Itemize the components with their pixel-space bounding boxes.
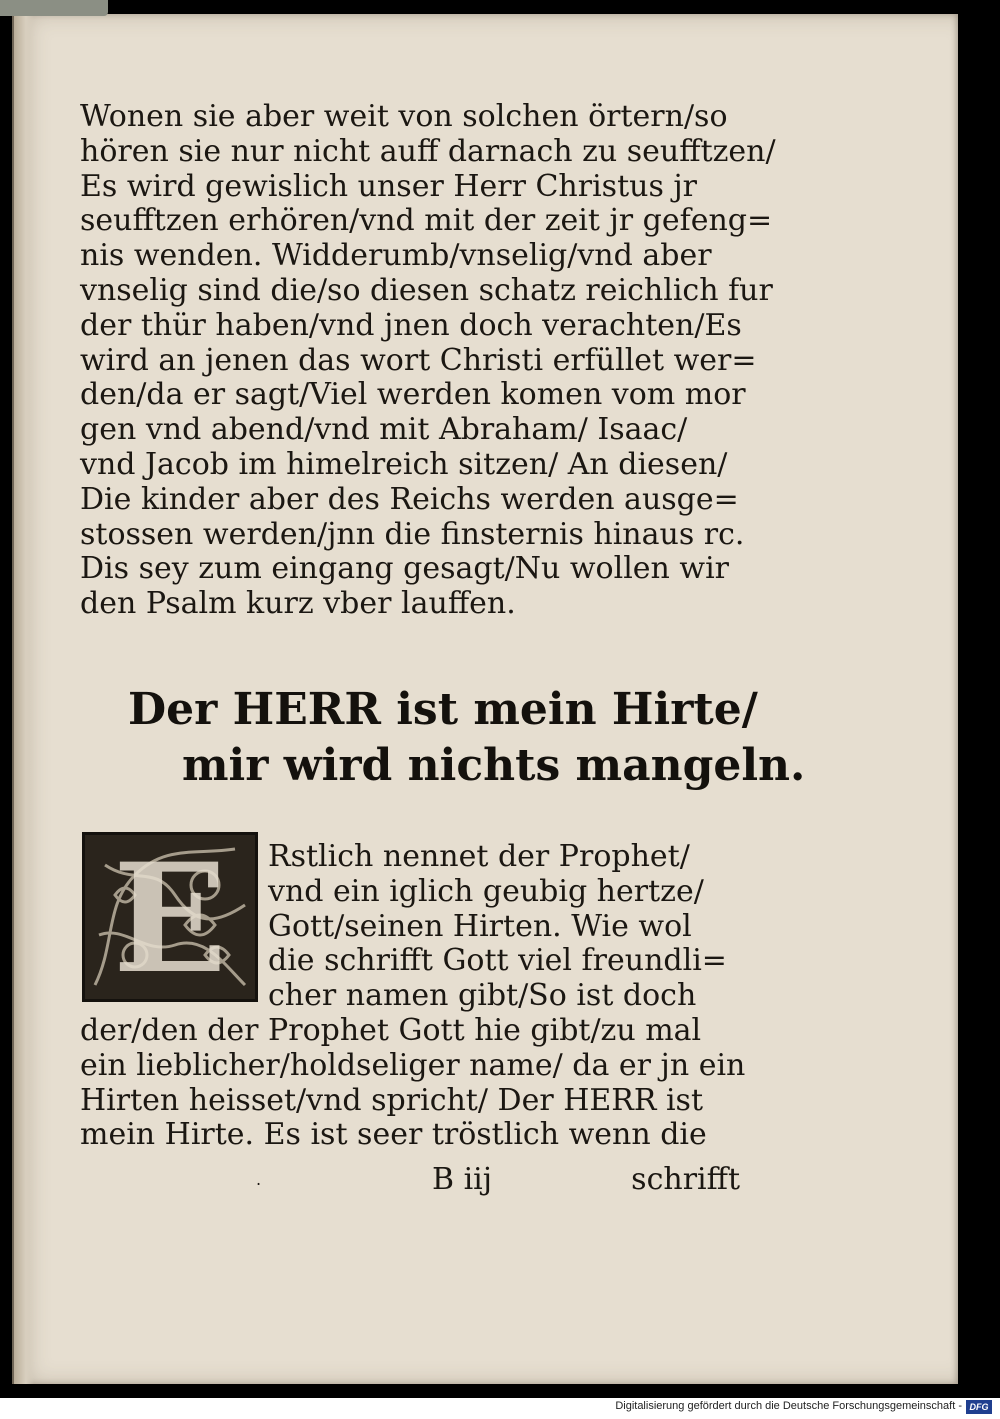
text-line: hören sie nur nicht auff darnach zu seufftzen/ (80, 133, 776, 169)
footer-bar (0, 1398, 1000, 1419)
catchword: schrifft (631, 1162, 740, 1197)
decorated-initial (82, 832, 258, 1002)
text-line: wird an jenen das wort Christi erfüllet wer= (80, 342, 757, 378)
text-line: nis wenden. Widderumb/vnselig/vnd aber (80, 238, 712, 274)
binding-tab (0, 0, 108, 16)
heading-line: mir wird nichts mangeln. (182, 740, 806, 791)
text-line: vnd ein iglich geubig hertze/ (268, 873, 704, 909)
body-paragraph (80, 99, 776, 622)
text-line: vnselig sind die/so diesen schatz reichlich fur (80, 272, 773, 308)
heading-line: Der HERR ist mein Hirte/ (128, 684, 758, 735)
signature-mark: B iij (432, 1162, 493, 1197)
text-line: cher namen gibt/So ist doch (268, 978, 697, 1014)
text-line: der/den der Prophet Gott hie gibt/zu mal (80, 1012, 702, 1048)
book-page (12, 14, 958, 1384)
text-line: die schrifft Gott viel freundli= (268, 943, 727, 979)
dot-mark: . (256, 1170, 262, 1189)
text-line: ein lieblicher/holdseliger name/ da er jn ein (80, 1047, 746, 1083)
text-line: Es wird gewislich unser Herr Christus jr (80, 168, 698, 204)
text-line: Die kinder aber des Reichs werden ausge= (80, 481, 739, 517)
initial-letter: E (112, 832, 228, 1002)
text-line: seufftzen erhören/vnd mit der zeit jr gefeng= (80, 203, 773, 239)
footer-credit: Digitalisierung gefördert durch die Deutsche Forschungsgemeinschaft - (615, 1400, 962, 1412)
text-line: der thür haben/vnd jnen doch verachten/Es (80, 307, 742, 343)
dfg-logo: DFG (966, 1400, 992, 1414)
text-line: Rstlich nennet der Prophet/ (268, 839, 690, 874)
text-line: Gott/seinen Hirten. Wie wol (268, 908, 692, 944)
text-line: vnd Jacob im himelreich sitzen/ An diesen/ (80, 446, 728, 482)
text-line: Dis sey zum eingang gesagt/Nu wollen wir (80, 551, 730, 587)
text-line: den/da er sagt/Viel werden komen vom mor (80, 377, 746, 413)
text-line: stossen werden/jnn die finsternis hinaus rc. (80, 516, 745, 552)
text-line: gen vnd abend/vnd mit Abraham/ Isaac/ (80, 412, 688, 448)
text-line: mein Hirte. Es ist seer tröstlich wenn die (80, 1117, 707, 1153)
page-gutter-shadow (14, 14, 34, 1384)
text-line: den Psalm kurz vber lauffen. (80, 586, 516, 622)
psalm-heading (128, 682, 806, 794)
text-line: Wonen sie aber weit von solchen örtern/so (80, 99, 728, 134)
page-footer-line (80, 1162, 740, 1198)
text-line: Hirten heisset/vnd spricht/ Der HERR ist (80, 1082, 704, 1118)
